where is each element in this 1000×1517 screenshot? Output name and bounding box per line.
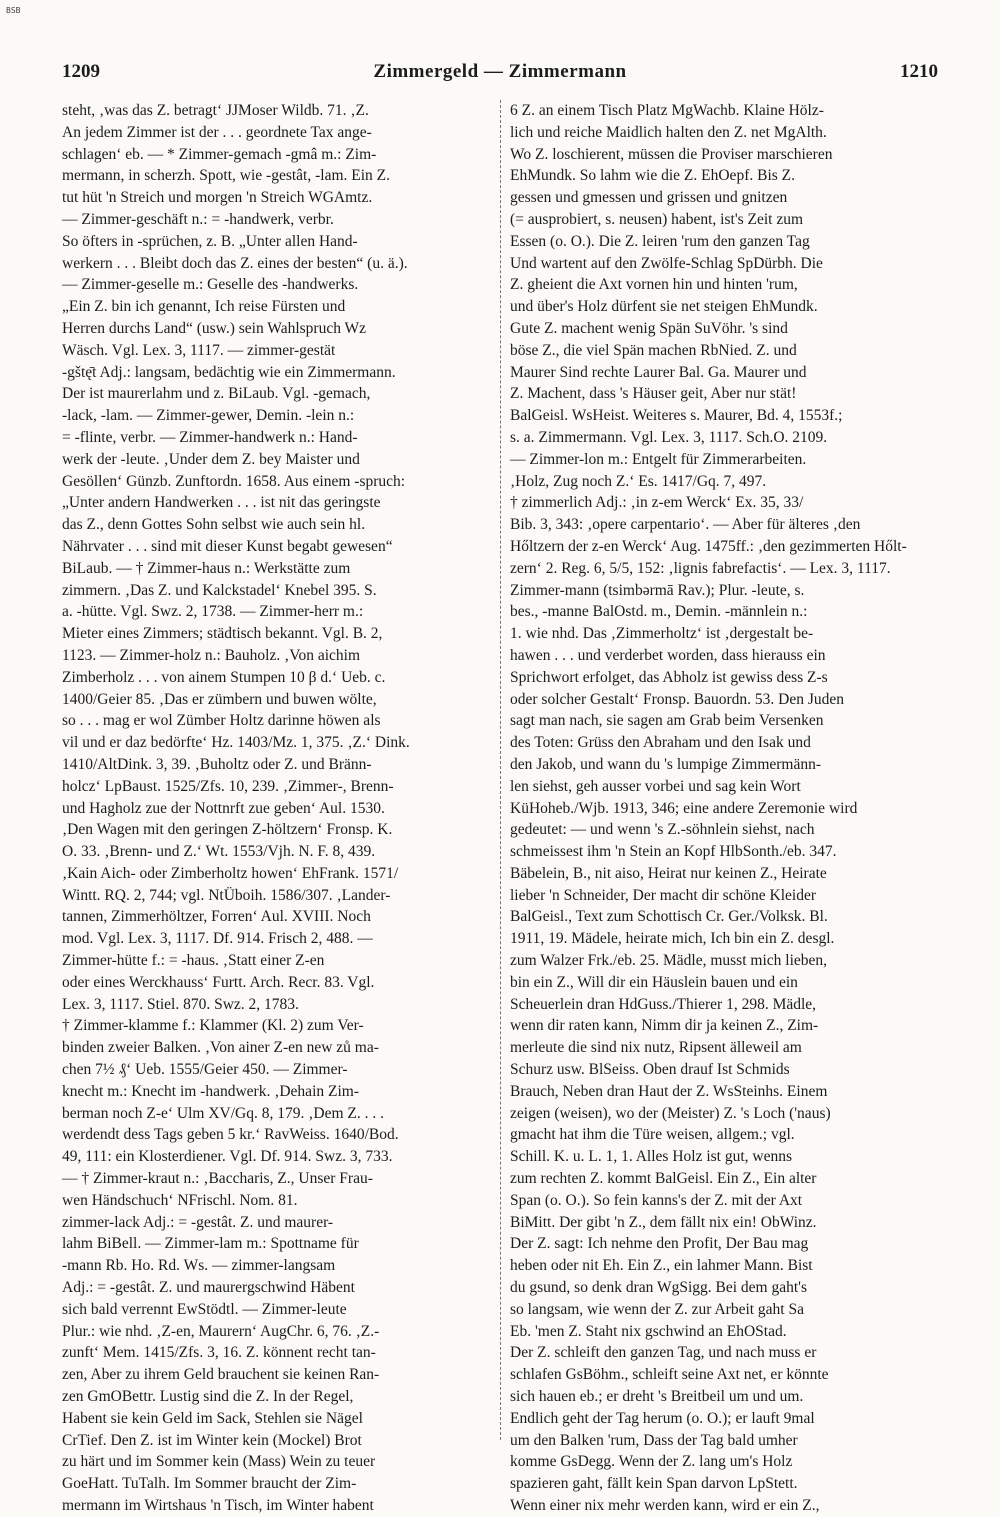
- text-line: mod. Vgl. Lex. 3, 1117. Df. 914. Frisch 2, 488. —: [62, 930, 373, 948]
- text-line: ‚Kain Aich- oder Zimberholtz howen‘ EhFrank. 1571/: [62, 864, 399, 882]
- text-line: Gute Z. machent wenig Spän SuVöhr. 's sind: [510, 319, 788, 337]
- text-line: Herren durchs Land“ (usw.) sein Wahlspruch Wz: [62, 319, 367, 337]
- text-line: Wo Z. loschierent, müssen die Proviser marschieren: [510, 145, 833, 163]
- text-line: lieber 'n Schneider, Der macht dir schöne Kleider: [510, 886, 817, 904]
- text-line: — † Zimmer-kraut n.: ‚Baccharis, Z., Unser Frau-: [62, 1170, 373, 1188]
- text-line: zeigen (weisen), wo der (Meister) Z. 's Loch ('naus): [510, 1104, 831, 1122]
- text-line: oder solcher Gestalt‘ Fronsp. Bauordn. 53. Den Juden: [510, 690, 845, 708]
- text-line: Schurz usw. BlSeiss. Oben drauf Ist Schmids: [510, 1061, 790, 1079]
- text-line: werkern . . . Bleibt doch das Z. eines der besten“ (u. ä.).: [62, 254, 408, 272]
- text-line: zum Walzer Frk./eb. 25. Mädle, musst mich lieben,: [510, 952, 828, 970]
- text-line: Mieter eines Zimmers; städtisch bekannt. Vgl. B. 2,: [62, 625, 383, 643]
- text-line: und Hagholz zue der Nottnrft zue geben‘ Aul. 1530.: [62, 799, 385, 817]
- text-line: a. -hütte. Vgl. Swz. 2, 1738. — Zimmer-herr m.:: [62, 603, 364, 621]
- text-line: Der Z. schleift den ganzen Tag, und nach muss er: [510, 1344, 817, 1362]
- text-line: sich bald verrennt EwStödtl. — Zimmer-leute: [62, 1300, 347, 1318]
- text-line: Brauch, Neben dran Haut der Z. WsSteinhs. Einem: [510, 1082, 828, 1100]
- page-number-left: 1209: [62, 61, 100, 82]
- text-line: werk der -leute. ‚Under dem Z. bey Maister und: [62, 450, 360, 468]
- text-line: um den Balken 'rum, Dass der Tag bald umher: [510, 1431, 798, 1449]
- text-line: Essen (o. O.). Die Z. leiren 'rum den ganzen Tag: [510, 232, 810, 250]
- text-line: Maurer Sind rechte Laurer Bal. Ga. Maurer und: [510, 363, 807, 381]
- text-line: Schill. K. u. L. 1, 1. Alles Holz ist gut, wenns: [510, 1148, 793, 1166]
- text-line: Habent sie kein Geld im Sack, Stehlen sie Nägel: [62, 1409, 363, 1427]
- text-line: Z. Machent, dass 's Häuser geit, Aber nur stät!: [510, 385, 797, 403]
- text-line: merleute die sind nix nutz, Ripsent älleweil am: [510, 1039, 802, 1057]
- text-line: Zimmer-hütte f.: = -haus. ‚Statt einer Z-en: [62, 952, 325, 970]
- text-line: † zimmerlich Adj.: ‚in z-em Werck‘ Ex. 35, 33/: [510, 494, 804, 512]
- text-line: CrTief. Den Z. ist im Winter kein (Mockel) Brot: [62, 1431, 362, 1449]
- text-line: knecht m.: Knecht im -handwerk. ‚Dehain Zim-: [62, 1082, 359, 1100]
- text-line: An jedem Zimmer ist der . . . geordnete Tax ange-: [62, 123, 372, 141]
- text-line: 1123. — Zimmer-holz n.: Bauholz. ‚Von aichim: [62, 646, 361, 664]
- text-line: Hőltzern der z-en Werck‘ Aug. 1475ff.: ‚den gezimmerten Hőlt-: [510, 537, 907, 555]
- text-line: werdendt dess Tags geben 5 kr.‘ RavWeiss. 1640/Bod.: [62, 1126, 399, 1144]
- text-line: Der Z. sagt: Ich nehme den Profit, Der Bau mag: [510, 1235, 809, 1253]
- text-line: Plur.: wie nhd. ‚Z-en, Maurern‘ AugChr. 6, 76. ‚Z.-: [62, 1322, 380, 1340]
- text-line: tannen, Zimmerhöltzer, Forren‘ Aul. XVIII. Noch: [62, 908, 371, 926]
- text-line: zen, Aber zu ihrem Geld brauchent sie keinen Ran-: [62, 1366, 380, 1384]
- text-line: So öfters in -sprüchen, z. B. „Unter allen Hand-: [62, 232, 358, 250]
- library-stamp: BSB: [6, 6, 21, 15]
- text-line: Z. gheient die Axt vornen hin und hinten 'rum,: [510, 276, 798, 294]
- text-line: oder eines Werckhauss‘ Furtt. Arch. Recr. 83. Vgl.: [62, 973, 375, 991]
- text-line: hawen . . . und verderbet worden, dass hierauss ein: [510, 646, 826, 664]
- text-line: O. 33. ‚Brenn- und Z.‘ Wt. 1553/Vjh. N. F. 8, 439.: [62, 843, 376, 861]
- text-line: Sprichwort erfolget, das Abholz ist gewiss dess Z-s: [510, 668, 828, 686]
- running-title: Zimmergeld — Zimmermann: [373, 61, 627, 82]
- text-line: spazieren gaht, fällt kein Span darvon LpStett.: [510, 1475, 798, 1493]
- text-line: — Zimmer-geselle m.: Geselle des -handwerks.: [62, 276, 359, 294]
- text-line: = -flinte, verbr. — Zimmer-handwerk n.: Hand-: [62, 428, 358, 446]
- text-line: bes., -manne BalOstd. m., Demin. -männlein n.:: [510, 603, 808, 621]
- text-line: 1400/Geier 85. ‚Das er zümbern und buwen wölte,: [62, 690, 377, 708]
- text-line: bin ein Z., Will dir ein Häuslein bauen und ein: [510, 973, 798, 991]
- column-divider: [500, 100, 501, 1440]
- text-line: Und wartent auf den Zwölfe-Schlag SpDürbh. Die: [510, 254, 823, 272]
- text-columns: [62, 100, 938, 1514]
- text-line: BiLaub. — † Zimmer-haus n.: Werkstätte zum: [62, 559, 351, 577]
- text-line: wen Händschuch‘ NFrischl. Nom. 81.: [62, 1191, 298, 1209]
- text-line: komme GsDegg. Wenn der Z. lang um's Holz: [510, 1453, 793, 1471]
- text-line: Span (o. O.). So fein kanns's der Z. mit der Axt: [510, 1191, 803, 1209]
- text-line: gmacht hat ihm die Türe weisen, allgem.; vgl.: [510, 1126, 795, 1144]
- text-line: Der ist maurerlahm und z. BiLaub. Vgl. -gemach,: [62, 385, 371, 403]
- text-line: „Unter andern Handwerken . . . ist nit das geringste: [62, 494, 381, 512]
- text-line: (= ausprobiert, s. neusen) habent, ist's Zeit zum: [510, 210, 804, 228]
- text-line: 1. wie nhd. Das ‚Zimmerholtz‘ ist ‚dergestalt be-: [510, 625, 814, 643]
- text-line: gedeutet: — und wenn 's Z.-söhnlein siehst, nach: [510, 821, 815, 839]
- text-line: Zimmer-mann (tsimbərmā Rav.); Plur. -leute, s.: [510, 581, 805, 599]
- text-line: berman noch Z-e‘ Ulm XV/Gq. 8, 179. ‚Dem Z. . . .: [62, 1104, 384, 1122]
- text-line: sich hauen eb.; er dreht 's Breitbeil um und um.: [510, 1388, 804, 1406]
- text-line: len siehst, geh ausser vorbei und sag kein Wort: [510, 777, 801, 795]
- text-line: Lex. 3, 1117. Stiel. 870. Swz. 2, 1783.: [62, 995, 299, 1013]
- right-column: [510, 100, 938, 1514]
- text-line: zimmern. ‚Das Z. und Kalckstadel‘ Knebel 395. S.: [62, 581, 377, 599]
- text-line: BalGeisl., Text zum Schottisch Cr. Ger./Volksk. Bl.: [510, 908, 828, 926]
- text-line: und über's Holz dürfent sie net steigen EhMundk.: [510, 298, 818, 316]
- text-line: -gštę̄t Adj.: langsam, bedächtig wie ein Zimmermann.: [62, 363, 396, 381]
- text-line: schlagen‘ eb. — * Zimmer-gemach -gmâ m.: Zim-: [62, 145, 377, 163]
- text-line: wenn dir raten kann, Nimm dir ja keinen Z., Zim-: [510, 1017, 819, 1035]
- text-line: s. a. Zimmermann. Vgl. Lex. 3, 1117. Sch.O. 2109.: [510, 428, 828, 446]
- text-line: zum rechten Z. kommt BalGeisl. Ein Z., Ein alter: [510, 1170, 817, 1188]
- text-line: lahm BiBell. — Zimmer-lam m.: Spottname für: [62, 1235, 359, 1253]
- text-line: — Zimmer-lon m.: Entgelt für Zimmerarbeiten.: [510, 450, 807, 468]
- text-line: Bib. 3, 343: ‚opere carpentario‘. — Aber für älteres ‚den: [510, 516, 861, 534]
- text-line: 6 Z. an einem Tisch Platz MgWachb. Klaine Hölz-: [510, 102, 824, 119]
- text-line: schmeissest ihm 'n Stein an Kopf HlbSonth./eb. 347.: [510, 843, 837, 861]
- text-line: gessen und gmessen und grissen und gnitzen: [510, 189, 788, 207]
- text-line: ‚Den Wagen mit den geringen Z-höltzern‘ Fronsp. K.: [62, 821, 393, 839]
- text-line: BalGeisl. WsHeist. Weiteres s. Maurer, Bd. 4, 1553f.;: [510, 407, 843, 425]
- text-line: BiMitt. Der gibt 'n Z., dem fällt nix ein! ObWinz.: [510, 1213, 817, 1231]
- page-header: [62, 58, 938, 86]
- text-line: lich und reiche Maidlich halten den Z. net MgAlth.: [510, 123, 827, 141]
- text-line: Zimberholz . . . von ainem Stumpen 10 β d.‘ Ueb. c.: [62, 668, 386, 686]
- text-line: schlafen GsBöhm., schleift seine Axt net, er könnte: [510, 1366, 829, 1384]
- text-line: mermann im Wirtshaus 'n Tisch, im Winter habent: [62, 1497, 374, 1514]
- text-line: GoeHatt. TuTalh. Im Sommer braucht der Zim-: [62, 1475, 357, 1493]
- text-line: tut hüt 'n Streich und morgen 'n Streich WGAmtz.: [62, 189, 373, 207]
- text-line: -mann Rb. Ho. Rd. Ws. — zimmer-langsam: [62, 1257, 336, 1275]
- text-line: KüHoheb./Wjb. 1913, 346; eine andere Zeremonie wird: [510, 799, 858, 817]
- text-line: sagt man nach, sie sagen am Grab beim Versenken: [510, 712, 824, 730]
- text-line: zunft‘ Mem. 1415/Zfs. 3, 16. Z. könnent recht tan-: [62, 1344, 376, 1362]
- text-line: Wintt. RQ. 2, 744; vgl. NtÜboih. 1586/307. ‚Lander-: [62, 886, 391, 904]
- text-line: -lack, -lam. — Zimmer-gewer, Demin. -lein n.:: [62, 407, 355, 425]
- text-line: Adj.: = -gestât. Z. und maurergschwind Häbent: [62, 1279, 355, 1297]
- text-line: chen 7½ ₰‘ Ueb. 1555/Geier 450. — Zimmer-: [62, 1061, 348, 1079]
- text-line: vil und er daz bedörfte‘ Hz. 1403/Mz. 1, 375. ‚Z.‘ Dink.: [62, 734, 410, 752]
- text-line: † Zimmer-klamme f.: Klammer (Kl. 2) zum Ver-: [62, 1017, 364, 1035]
- text-line: zern‘ 2. Reg. 6, 5/5, 152: ‚lignis fabrefactis‘. — Lex. 3, 1117.: [510, 559, 891, 577]
- text-line: Bäbelein, B., nit aiso, Heirat nur keinen Z., Heirate: [510, 864, 827, 882]
- text-line: 1911, 19. Mädele, heirate mich, Ich bin ein Z. desgl.: [510, 930, 835, 948]
- text-line: zimmer-lack Adj.: = -gestât. Z. und maurer-: [62, 1213, 334, 1231]
- left-column: [62, 100, 490, 1514]
- text-line: zu härt und im Sommer kein (Mass) Wein zu teuer: [62, 1453, 376, 1471]
- page-number-right: 1210: [900, 61, 938, 82]
- text-line: Wenn einer nix mehr werden kann, wird er ein Z.,: [510, 1497, 820, 1514]
- text-line: Wäsch. Vgl. Lex. 3, 1117. — zimmer-gestät: [62, 341, 336, 359]
- text-line: heben oder nit Eh. Ein Z., ein lahmer Mann. Bist: [510, 1257, 813, 1275]
- text-line: Scheuerlein dran HdGuss./Thierer 1, 298. Mädle,: [510, 995, 817, 1013]
- text-line: EhMundk. So lahm wie die Z. EhOepf. Bis Z.: [510, 167, 795, 185]
- text-line: zen GmOBettr. Lustig sind die Z. In der Regel,: [62, 1388, 354, 1406]
- text-line: Endlich geht der Tag herum (o. O.); er lauft 9mal: [510, 1409, 815, 1427]
- text-line: Gesöllen‘ Günzb. Zunftordn. 1658. Aus einem -spruch:: [62, 472, 406, 490]
- text-line: 1410/AltDink. 3, 39. ‚Buholtz oder Z. und Bränn-: [62, 755, 372, 773]
- text-line: den Jakob, und wann du 's lumpige Zimmermänn-: [510, 755, 822, 773]
- text-line: „Ein Z. bin ich genannt, Ich reise Fürsten und: [62, 298, 346, 316]
- text-line: das Z., denn Gottes Sohn selbst wie auch sein hl.: [62, 516, 366, 534]
- text-line: ‚Holz, Zug noch Z.‘ Es. 1417/Gq. 7, 497.: [510, 472, 767, 490]
- text-line: böse Z., die viel Spän machen RbNied. Z. und: [510, 341, 797, 359]
- text-line: holcz‘ LpBaust. 1525/Zfs. 10, 239. ‚Zimmer-, Brenn-: [62, 777, 394, 795]
- text-line: 49, 111: ein Klosterdiener. Vgl. Df. 914. Swz. 3, 733.: [62, 1148, 393, 1166]
- text-line: steht, ‚was das Z. betragt‘ JJMoser Wildb. 71. ‚Z.: [62, 102, 369, 119]
- text-line: — Zimmer-geschäft n.: = -handwerk, verbr.: [62, 210, 334, 228]
- text-line: Eb. 'men Z. Staht nix gschwind an EhOStad.: [510, 1322, 787, 1340]
- text-line: so . . . mag er wol Zümber Holtz darinne höwen als: [62, 712, 381, 730]
- text-line: du gsund, so denk dran WgSigg. Bei dem gaht's: [510, 1279, 807, 1297]
- text-line: so langsam, wie wenn der Z. zur Arbeit gaht Sa: [510, 1300, 804, 1318]
- text-line: mermann, in scherzh. Spott, wie -gestât, -lam. Ein Z.: [62, 167, 390, 185]
- text-line: des Toten: Grüss den Abraham und den Isak und: [510, 734, 811, 752]
- text-line: Nährvater . . . sind mit dieser Kunst begabt gewesen“: [62, 537, 393, 555]
- text-line: binden zweier Balken. ‚Von ainer Z-en new zů ma-: [62, 1039, 379, 1057]
